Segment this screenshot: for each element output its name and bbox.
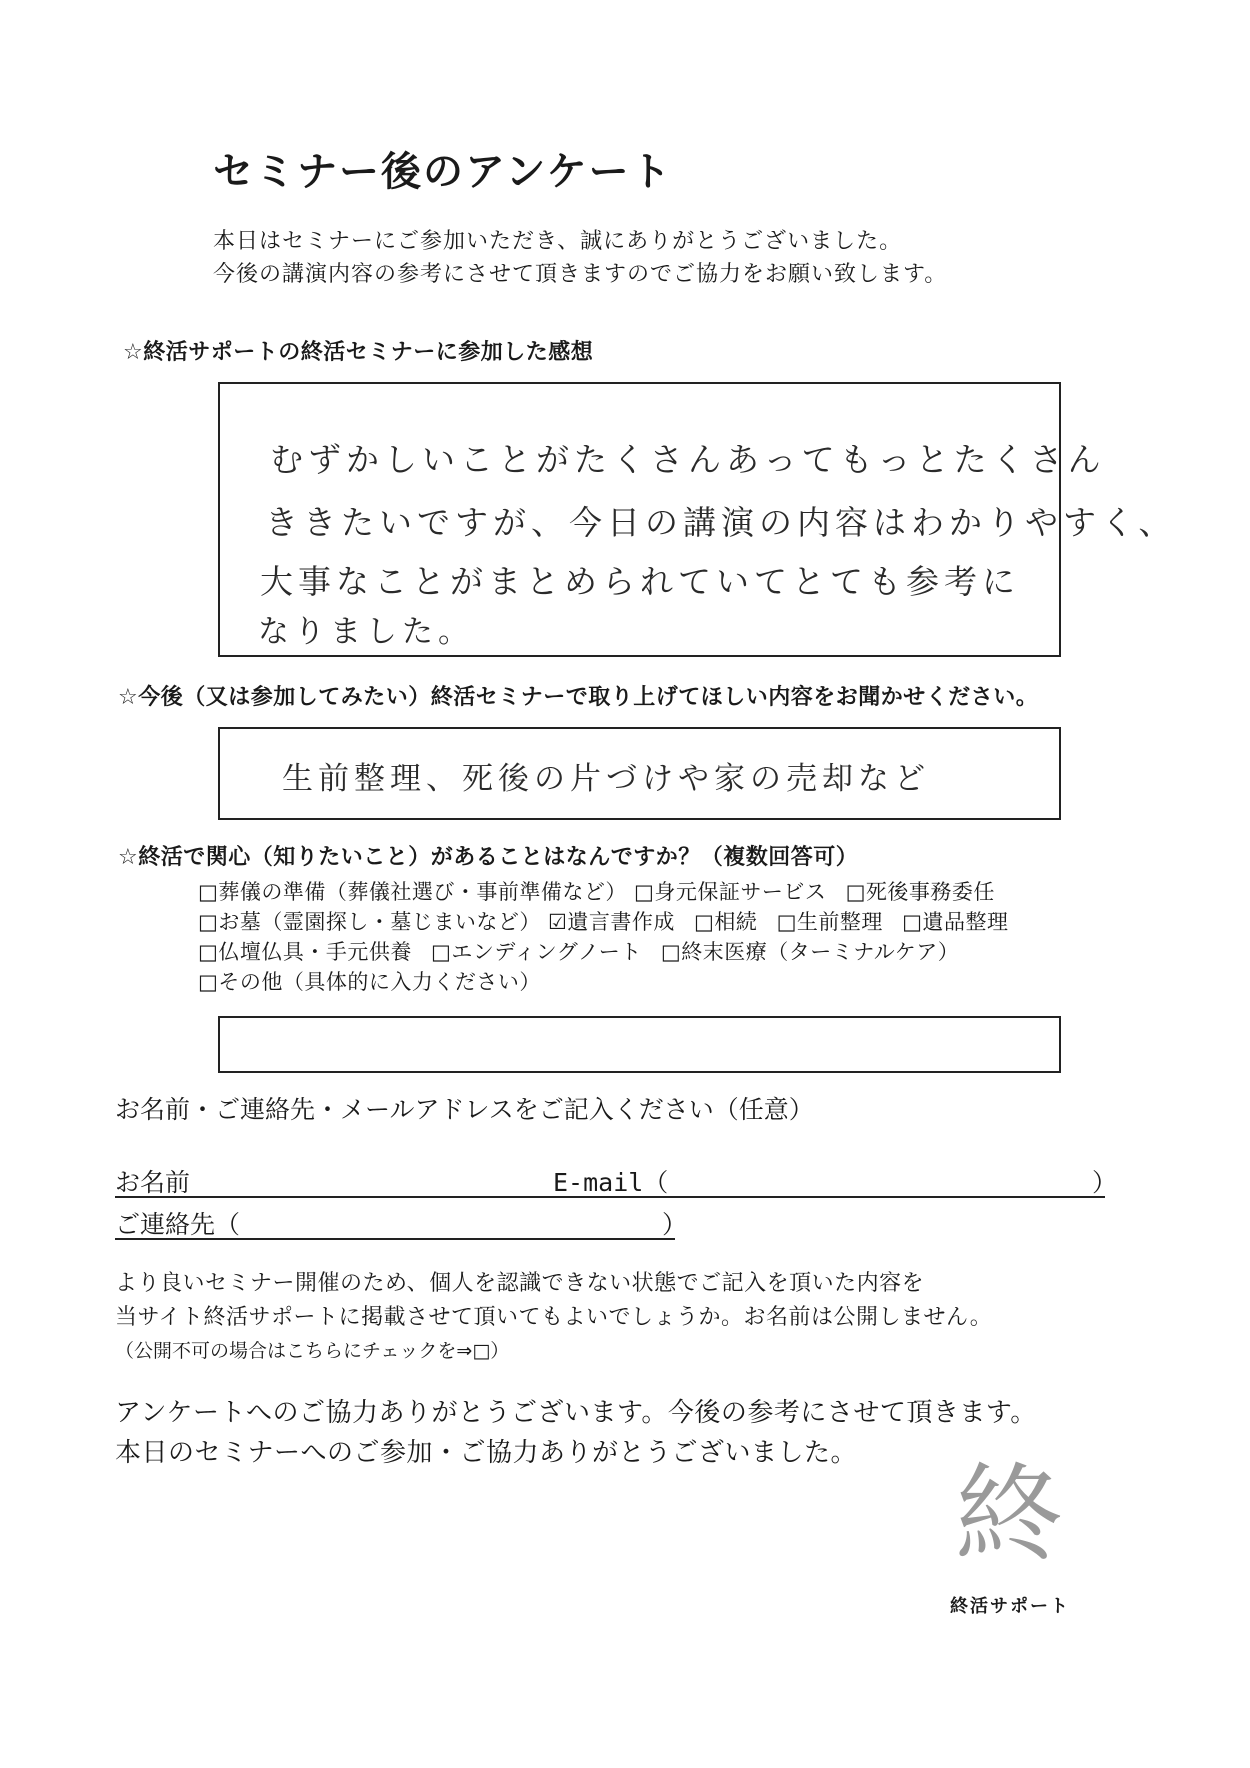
option-label: 葬儀の準備（葬儀社選び・事前準備など） [218, 880, 627, 904]
q1-answer-line-4: なりました。 [258, 614, 474, 650]
option-label: 死後事務委任 [865, 880, 995, 904]
phone-close-paren: ） [662, 1210, 688, 1239]
consent-line-2: 当サイト終活サポートに掲載させて頂いてもよいでしょうか。お名前は公開しません。 [115, 1305, 993, 1330]
option-checkbox[interactable]: □ [198, 970, 219, 994]
option-checkbox[interactable]: □ [198, 880, 219, 904]
option-label: 遺言書作成 [567, 910, 675, 934]
q2-answer: 生前整理、死後の片づけや家の売却など [282, 761, 930, 797]
option-label: お墓（霊園探し・墓じまいなど） [218, 910, 541, 934]
option-checkbox[interactable]: □ [776, 910, 797, 934]
q3-row-3 [198, 936, 959, 966]
option-label: 遺品整理 [922, 910, 1009, 934]
consent-optout-text: （公開不可の場合はこちらにチェックを⇒□） [115, 1340, 510, 1362]
q3-row-2 [198, 906, 1008, 936]
option-label: 相続 [714, 910, 758, 934]
q1-answer-line-2: ききたいですが、今日の講演の内容はわかりやすく、 [265, 503, 1177, 542]
closing-line-1: アンケートへのご協力ありがとうございます。今後の参考にさせて頂きます。 [115, 1398, 1037, 1428]
option-label: 終末医療（ターミナルケア） [681, 940, 960, 964]
option-label: 生前整理 [796, 910, 883, 934]
option-checkbox[interactable]: □ [902, 910, 923, 934]
q2-label: ☆今後（又は参加してみたい）終活セミナーで取り上げてほしい内容をお聞かせください。 [118, 685, 1039, 710]
phone-label: ご連絡先（ [115, 1210, 241, 1239]
q2-answer-box[interactable] [218, 727, 1061, 820]
option-checkbox[interactable]: □ [634, 880, 655, 904]
page-title: セミナー後のアンケート [213, 149, 673, 195]
name-label: お名前 [115, 1168, 191, 1197]
option-checkbox[interactable]: □ [431, 940, 452, 964]
option-checkbox[interactable]: □ [198, 910, 219, 934]
option-checkbox-checked[interactable]: ☑ [548, 910, 568, 934]
option-checkbox[interactable]: □ [198, 940, 219, 964]
q1-answer-line-3: 大事なことがまとめられていてとても参考に [260, 562, 1020, 601]
q3-other-input[interactable] [218, 1016, 1061, 1073]
intro-line-1: 本日はセミナーにご参加いただき、誠にありがとうございました。 [213, 229, 903, 254]
q3-row-1 [198, 876, 995, 906]
option-checkbox[interactable]: □ [845, 880, 866, 904]
option-label: 仏壇仏具・手元供養 [218, 940, 412, 964]
intro-line-2: 今後の講演内容の参考にさせて頂きますのでご協力をお願い致します。 [213, 262, 948, 287]
email-label: E-mail（ [553, 1168, 669, 1197]
contact-heading: お名前・ご連絡先・メールアドレスをご記入ください（任意） [115, 1095, 814, 1124]
closing-line-2: 本日のセミナーへのご参加・ご協力ありがとうございました。 [115, 1438, 858, 1468]
phone-underline[interactable] [115, 1238, 675, 1240]
consent-optout[interactable] [115, 1336, 509, 1363]
q1-label: ☆終活サポートの終活セミナーに参加した感想 [123, 340, 594, 365]
option-label: エンディングノート [451, 940, 642, 964]
q1-answer-line-1: むずかしいことがたくさんあってもっとたくさん [270, 440, 1106, 479]
option-label: その他（具体的に入力ください） [218, 970, 541, 994]
q3-row-4 [198, 966, 541, 996]
consent-line-1: より良いセミナー開催のため、個人を認識できない状態でご記入を頂いた内容を [115, 1271, 925, 1296]
option-checkbox[interactable]: □ [694, 910, 715, 934]
q3-label: ☆終活で関心（知りたいこと）があることはなんですか？（複数回答可） [118, 845, 859, 870]
q1-answer-box[interactable] [218, 382, 1177, 657]
option-label: 身元保証サービス [654, 880, 827, 904]
logo-brand: 終活サポート [950, 1596, 1070, 1617]
email-close-paren: ） [1092, 1168, 1118, 1197]
option-checkbox[interactable]: □ [660, 940, 682, 964]
logo-icon: 終 [955, 1453, 1064, 1578]
